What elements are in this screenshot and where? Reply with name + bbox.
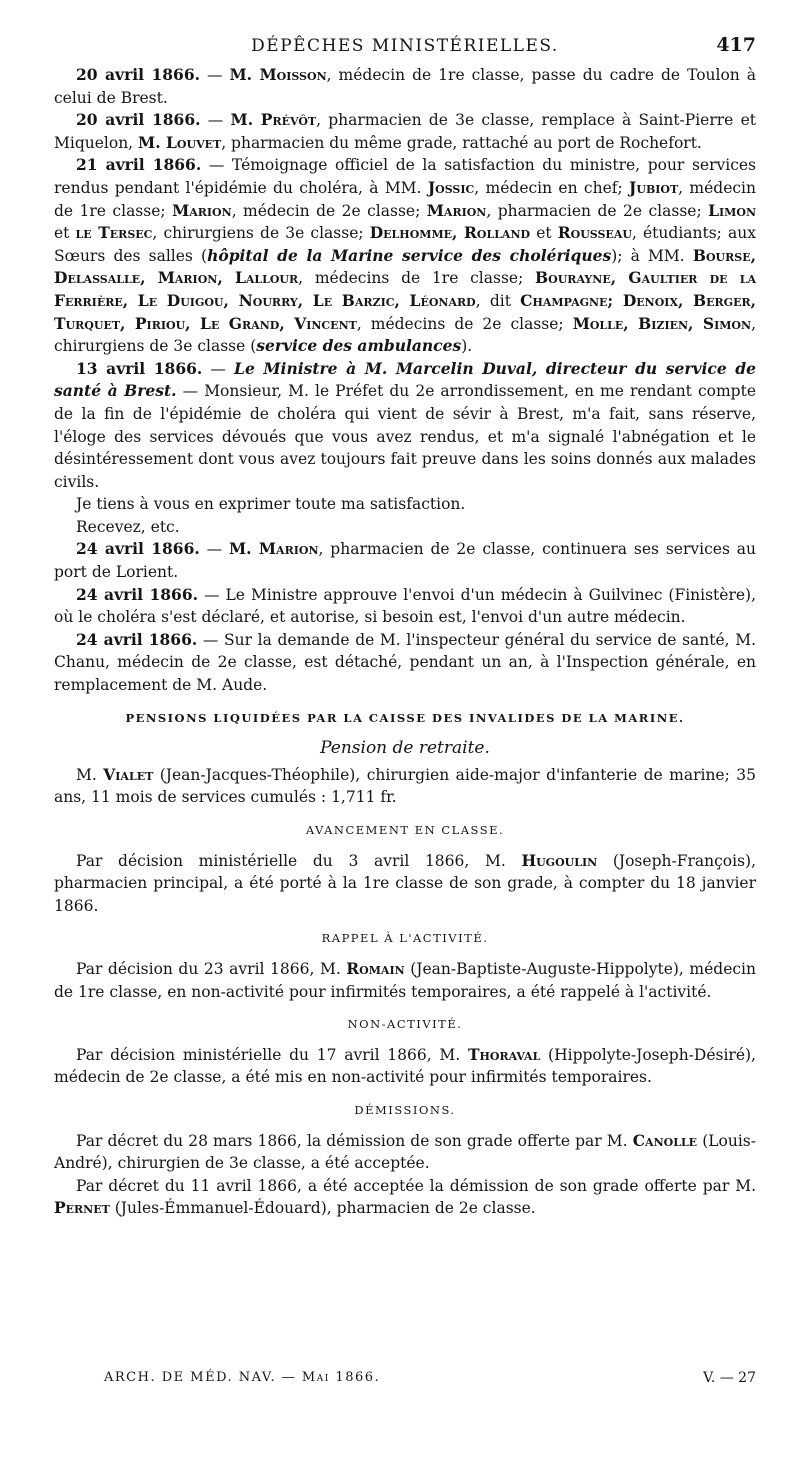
emphasis-text: Le Ministre à M. Marcelin Duval, directeur du service de santé à Brest. [54,358,757,401]
person-name: M. Prévôt [230,110,317,130]
text-run: — Monsieur, M. le Préfet du 2e arrondissement, en me rendant compte de la fin de l'épidémie de choléra qui vient de sévir à Brest, m'a fait, sans réserve, l'éloge des services dévoués que vous avez rendus, et m'a signalé l'abnégation et le désintéressement dont vous avez toujours fait preuve dans les soins donnés aux malades civils. [54,382,757,491]
text-run: , pharmacien de 3e classe, remplace à Saint-Pierre et Miquelon, [54,111,756,152]
section-subheading: Pension de retraite. [320,738,490,759]
text-run: , étudiants; aux Sœurs des salles ( [54,224,756,265]
page-number: 417 [716,34,756,56]
section-paragraph [54,1130,756,1175]
dispatch-entries [54,64,756,697]
text-run: et [530,224,558,243]
text-run: , dit [475,291,521,310]
person-name: M. Moisson [229,65,327,84]
person-name: Delhomme, Rolland [369,223,531,243]
document-page [54,30,757,1386]
text-run: Par décision ministérielle du 3 avril 1866, M. [76,851,522,870]
person-name: Limon [708,200,756,220]
journal-reference: ARCH. DE MÉD. NAV. — Mai 1866. [104,1370,381,1385]
text-run: (Joseph-François), pharmacien principal, a été porté à la 1re classe de son grade, à compter du 18 janvier 1866. [54,851,756,915]
text-run: , pharmacien de 2e classe; [486,201,709,220]
person-name: Bourayne, Gaultier de la Ferrière, Le Duigou, Nourry, Le Barzic, Léonard [54,268,756,310]
text-run: , médecins de 2e classe; [356,314,573,333]
text-run: — Le Ministre approuve l'envoi d'un médecin à Guilvinec (Finistère), où le choléra s'est déclaré, et autorise, si besoin est, l'envoi d'un autre médecin. [54,585,757,627]
entry-date: 20 avril 1866. [76,65,200,84]
signature-mark: V. — 27 [703,1370,756,1386]
text-run: , médecin de 1re classe; [54,178,756,220]
page-header [54,30,756,60]
text-run: (Jean-Baptiste-Auguste-Hippolyte), médecin de 1re classe, en non-activité pour infirmités temporaires, a été rappelé à l'activité. [54,959,756,1001]
non-activite-section [54,1013,756,1089]
text-run: M. [76,765,104,784]
person-name: Thoraval [467,1044,541,1064]
person-name: Rousseau [557,223,632,243]
dispatch-entry [54,584,756,629]
text-run: et [54,224,76,243]
person-name: Vialet [103,764,154,784]
text-run: — [202,359,235,378]
section-heading: DÉMISSIONS. [354,1102,456,1117]
text-run: Par décision du 23 avril 1866, M. [76,959,347,978]
entry-date: 20 avril 1866. [76,110,201,130]
person-name: Hugoulin [521,850,598,870]
text-run: , chirurgiens de 3e classe; [152,224,370,243]
pensions-section [54,707,756,809]
text-run: Par décision ministérielle du 17 avril 1866, M. [76,1045,468,1064]
section-heading: AVANCEMENT EN CLASSE. [305,823,505,837]
text-run: — Sur la demande de M. l'inspecteur général du service de santé, M. Chanu, médecin de 2e classe, est détaché, pendant un an, à l'Inspection générale, en remplacement de M. Aude. [54,630,756,695]
dispatch-entry [54,64,756,109]
dispatch-entry [54,154,756,357]
text-run: ). [461,337,473,356]
person-name: Jubiot [629,177,679,197]
person-name: Marion [172,200,232,220]
section-heading: NON-ACTIVITÉ. [347,1017,463,1032]
person-name: Canolle [632,1130,698,1150]
dispatch-entry [54,538,756,583]
text-run: — [199,540,229,559]
text-run: , médecin en chef; [474,178,630,197]
text-run: , pharmacien du même grade, rattaché au port de Rochefort. [221,133,702,152]
text-run: Par décret du 28 mars 1866, la démission de son grade offerte par M. [76,1131,633,1150]
dispatch-entry [54,109,756,154]
text-run: ); à MM. [611,246,693,265]
person-name: M. Marion [229,539,319,559]
text-run: , médecin de 2e classe; [231,201,427,220]
text-run: Par décret du 11 avril 1866, a été acceptée la démission de son grade offerte par M. [76,1176,756,1195]
text-run: , chirurgiens de 3e classe ( [54,314,756,356]
dispatch-entry [54,358,756,494]
section-heading: PENSIONS LIQUIDÉES PAR LA CAISSE DES INVALIDES DE LA MARINE. [125,710,685,725]
text-run: — [200,66,230,84]
avancement-section [54,819,756,917]
section-paragraph [54,958,756,1003]
person-name: Romain [346,958,405,978]
entry-date: 13 avril 1866. [76,358,203,378]
running-title: DÉPÊCHES MINISTÉRIELLES. [251,36,559,56]
person-name: M. Louvet [138,132,222,152]
text-run: (Jean-Jacques-Théophile), chirurgien aide-major d'infanterie de marine; 35 ans, 11 mois de services cumulés : 1,711 fr. [54,765,756,807]
emphasis-text: service des ambulances [256,336,462,356]
entry-date: 21 avril 1866. [76,155,202,175]
entry-date: 24 avril 1866. [76,584,199,604]
section-heading: RAPPEL À L'ACTIVITÉ. [321,931,489,946]
section-paragraph [54,1044,756,1089]
text-run: — Témoignage officiel de la satisfaction du ministre, pour services rendus pendant l'épidémie du choléra, à MM. [54,156,756,197]
entry-date: 24 avril 1866. [76,539,200,559]
emphasis-text: hôpital de la Marine service des cholériques [207,245,612,265]
section-paragraph [54,850,756,918]
demissions-section [54,1099,756,1220]
person-name: Marion [426,200,487,220]
text-run: , médecins de 1re classe; [298,269,536,288]
text-run: , pharmacien de 2e classe, continuera ses services au port de Lorient. [54,540,756,582]
person-name: Jossic [427,177,475,197]
letter-line: Recevez, etc. [76,517,180,536]
section-paragraph [54,764,756,809]
rappel-section [54,927,756,1003]
page-footer [54,1370,756,1394]
person-name: le Tersec [75,223,153,243]
person-name: Pernet [54,1198,110,1218]
entry-date: 24 avril 1866. [76,629,198,649]
text-run: , médecin de 1re classe, passe du cadre de Toulon à celui de Brest. [54,66,757,107]
person-name: Molle, Bizien, Simon [572,313,752,333]
text-run: (Hippolyte-Joseph-Désiré), médecin de 2e classe, a été mis en non-activité pour infirmités temporaires. [54,1045,756,1087]
text-run: — [200,111,231,130]
text-run: (Jules-Émmanuel-Édouard), pharmacien de 2e classe. [109,1199,536,1218]
person-name: Bourse, Delassalle, Marion, Lallour [54,245,756,288]
dispatch-entry [54,629,756,697]
person-name: Champagne; Denoix, Berger, Turquet, Piriou, Le Grand, Vincent [54,290,756,333]
section-paragraph [54,1175,756,1220]
letter-line: Je tiens à vous en exprimer toute ma satisfaction. [76,495,466,514]
text-run: (Louis-André), chirurgien de 3e classe, a été acceptée. [54,1131,756,1173]
